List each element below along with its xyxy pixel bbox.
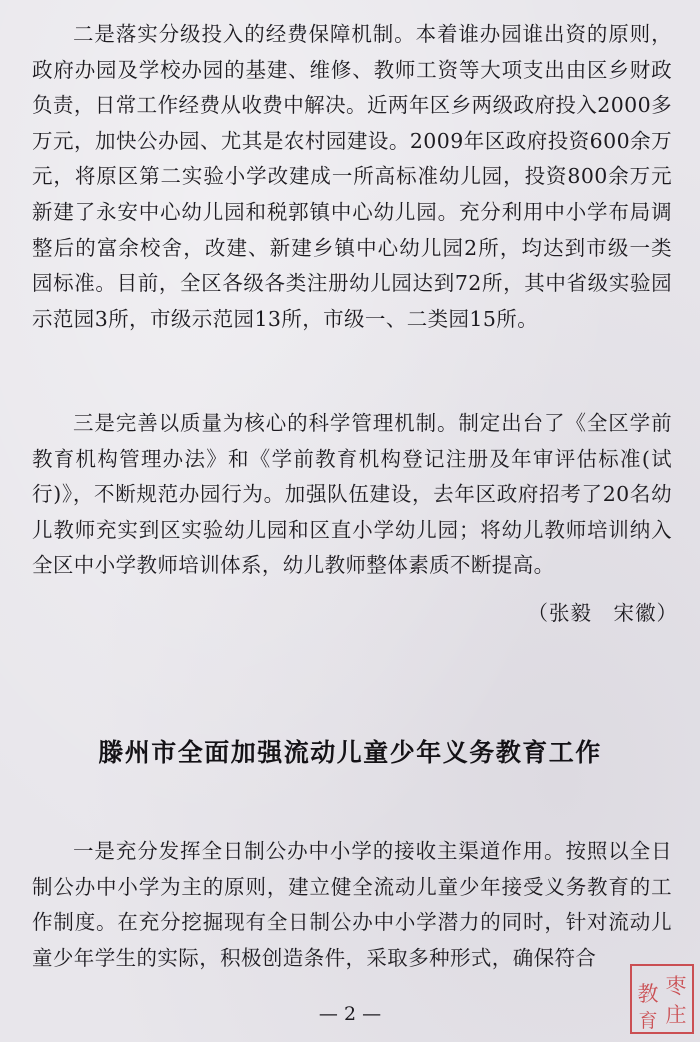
article-title: 滕州市全面加强流动儿童少年义务教育工作	[98, 737, 602, 767]
seal-stamp-icon	[630, 964, 694, 1034]
stamp-char-3: 教	[637, 982, 659, 1006]
stamp-char-2: 庄	[665, 1003, 687, 1027]
paragraph-quality-management: 三是完善以质量为核心的科学管理机制。制定出台了《全区学前教育机构管理办法》和《学前教育机构登记注册及年审评估标准(试行)》，不断规范办园行为。加强队伍建设，去年区政府招考了20名幼儿教师充实到区实验幼儿园和区直小学幼儿园；将幼儿教师培训纳入全区中小学教师培训体系，幼儿教师整体素质不断提高。	[32, 411, 672, 578]
stamp-char-1: 枣	[665, 974, 687, 998]
paragraph-migrant-children: 一是充分发挥全日制公办中小学的接收主渠道作用。按照以全日制公办中小学为主的原则，建立健全流动儿童少年接受义务教育的工作制度。在充分挖掘现有全日制公办中小学潜力的同时，针对流动儿童少年学生的实际，积极创造条件，采取多种形式，确保符合	[32, 839, 672, 970]
stamp-char-4: 育	[638, 1010, 658, 1032]
paragraph-funding-mechanism: 二是落实分级投入的经费保障机制。本着谁办园谁出资的原则，政府办园及学校办园的基建、维修、教师工资等大项支出由区乡财政负责，日常工作经费从收费中解决。近两年区乡两级政府投入2000多万元，加快公办园、尤其是农村园建设。2009年区政府投资600余万元，将原区第二实验小学改建成一所高标准幼儿园，投资800余万元新建了永安中心幼儿园和税郭镇中心幼儿园。充分利用中小学布局调整后的富余校舍，改建、新建乡镇中心幼儿园2所，均达到市级一类园标准。目前，全区各级各类注册幼儿园达到72所，其中省级实验园示范园3所，市级示范园13所，市级一、二类园15所。	[32, 22, 672, 331]
page-number: — 2 —	[318, 1003, 382, 1025]
author-signature: （张毅 宋徽）	[527, 601, 678, 625]
